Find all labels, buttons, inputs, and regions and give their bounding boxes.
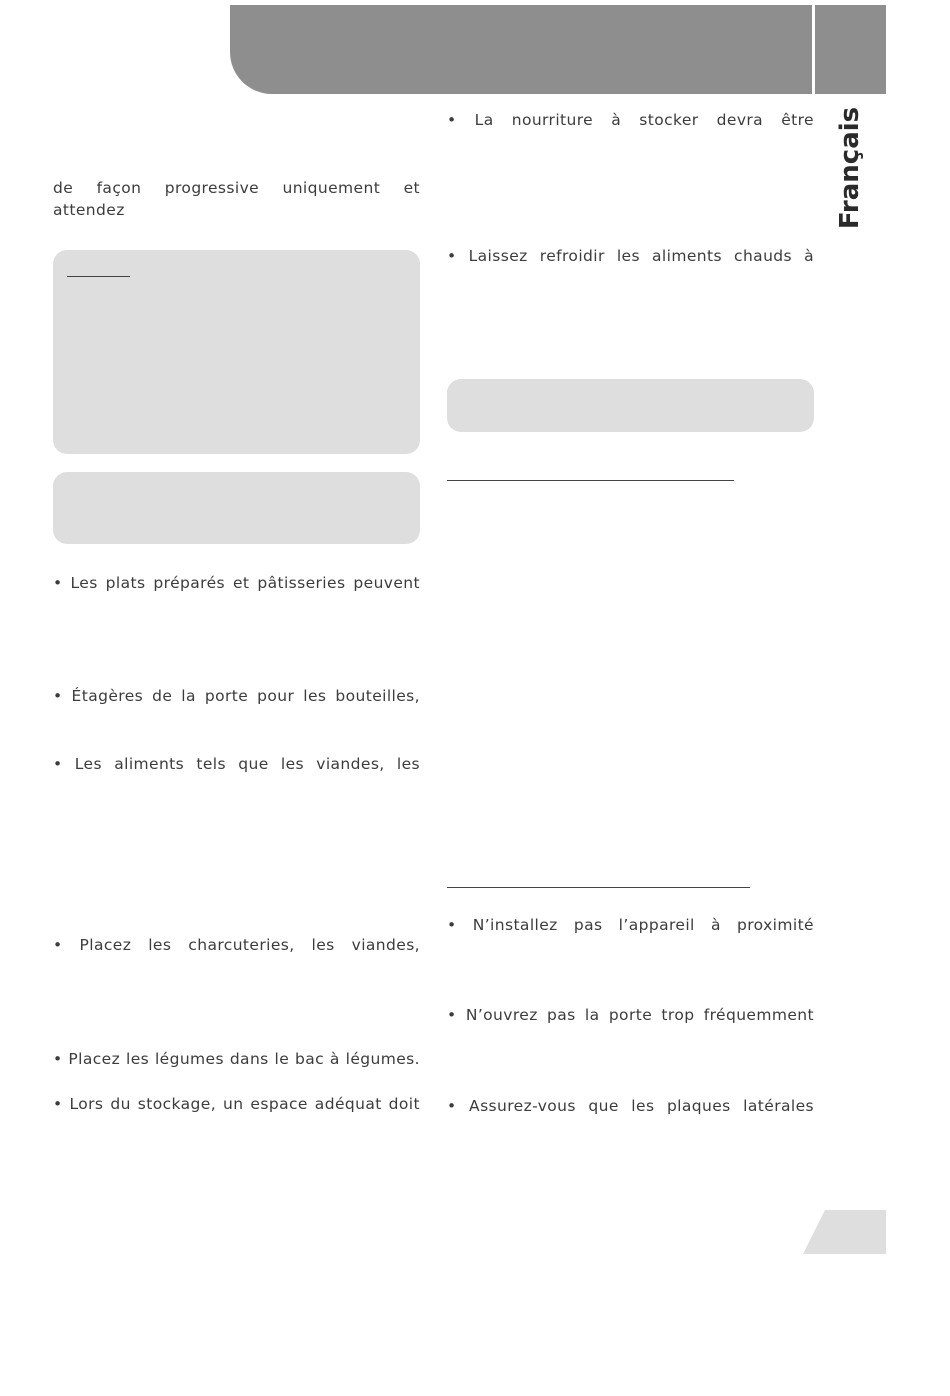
- paragraph-line: de façon progressive uniquement et attendez: [53, 179, 420, 219]
- bullet-item: • Étagères de la porte pour les bouteilles,: [53, 687, 420, 705]
- bullet-item: • Laissez refroidir les aliments chauds à: [447, 247, 814, 265]
- bullet-item: • N’installez pas l’appareil à proximité: [447, 916, 814, 934]
- bullet-item: • Placez les charcuteries, les viandes,: [53, 936, 420, 954]
- section-rule: [447, 887, 750, 888]
- section-rule: [447, 480, 734, 481]
- note-box: [53, 250, 420, 454]
- note-title-underline: [67, 276, 130, 277]
- bullet-item: • Les aliments tels que les viandes, les: [53, 755, 420, 773]
- bullet-item: • Assurez-vous que les plaques latérales: [447, 1097, 814, 1115]
- language-label: Français: [835, 106, 865, 230]
- bullet-item: • Placez les légumes dans le bac à légumes.: [53, 1050, 420, 1068]
- bullet-item: • La nourriture à stocker devra être: [447, 111, 814, 129]
- info-box: [447, 379, 814, 432]
- warning-box: [53, 472, 420, 544]
- header-bar: [230, 5, 812, 94]
- page-number-tab-shape: [803, 1210, 886, 1254]
- bullet-item: • N’ouvrez pas la porte trop fréquemment: [447, 1006, 814, 1024]
- bullet-item: • Les plats préparés et pâtisseries peuvent: [53, 574, 420, 592]
- bullet-item: • Lors du stockage, un espace adéquat doit: [53, 1095, 420, 1113]
- page-number-tab: [803, 1210, 886, 1254]
- header-tab: [815, 5, 886, 94]
